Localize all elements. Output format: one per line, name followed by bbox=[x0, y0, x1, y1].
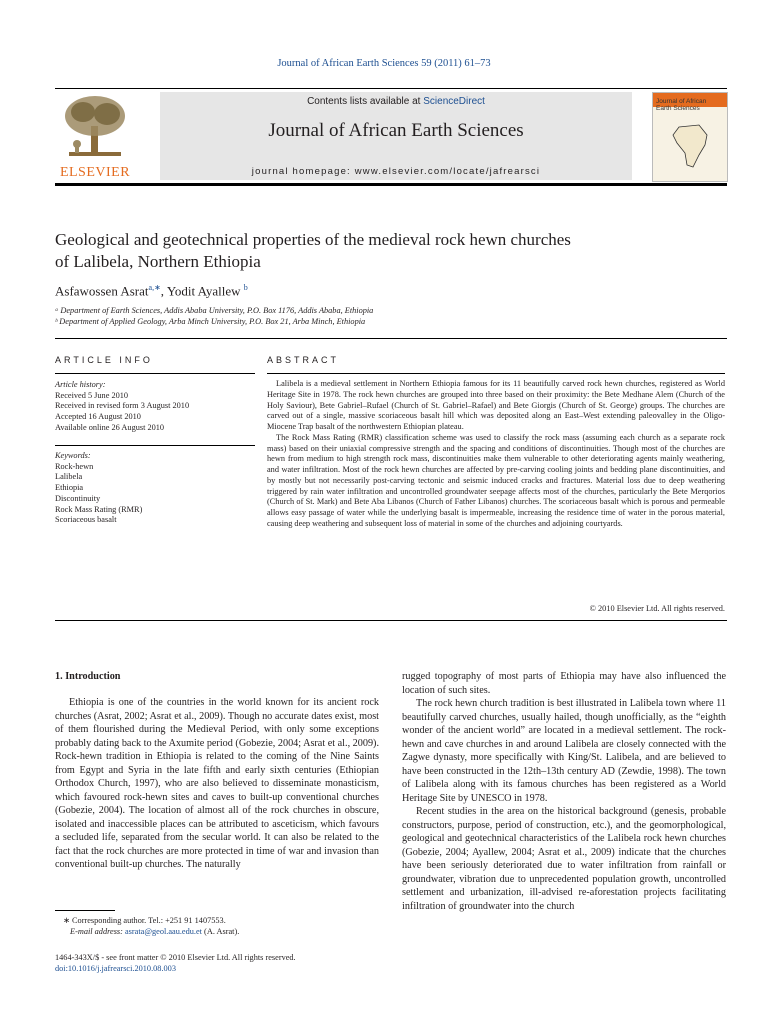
article-history bbox=[55, 380, 255, 434]
journal-citation[interactable]: Journal of African Earth Sciences 59 (2011) 61–73 bbox=[277, 58, 491, 69]
intro-paragraph-continued: rugged topography of most parts of Ethiopia may have also influenced the location of such sites. bbox=[402, 671, 726, 696]
author-ayallew-affiliation-marker[interactable]: b bbox=[243, 283, 248, 292]
abstract-end-rule bbox=[55, 620, 727, 621]
author-asrat-affiliation-marker[interactable]: a,∗ bbox=[148, 283, 161, 292]
keywords-heading: Keywords: bbox=[55, 451, 91, 460]
intro-paragraph-3: Recent studies in the area on the historical background (genesis, probable constructors, purpose, period of construction, etc.), and the geomorphological, geological and geotechnical characteristics of the Lalibela rock hewn churches (Gobezie, 2004; Ayallew, 2004; Asrat et al., 2009) indicate that the churches have been seriously deteriorated due to water infiltration from rainfall or groundwater, vibration due to unprecedented population growth, uncontrolled settlement and urbanization, ill-advised re-aforestation projects facilitating infiltration of groundwater into the church bbox=[402, 806, 726, 912]
history-online: Available online 26 August 2010 bbox=[55, 422, 165, 432]
front-matter-info bbox=[55, 952, 296, 974]
intro-left-column bbox=[55, 696, 379, 872]
article-info-label: ARTICLE INFO bbox=[55, 355, 153, 365]
author-list bbox=[55, 283, 248, 299]
article-title bbox=[55, 229, 695, 273]
introduction-heading: 1. Introduction bbox=[55, 671, 121, 682]
abstract-paragraph-2: The Rock Mass Rating (RMR) classification scheme was used to classify the rock mass (assuming each church as a separate rock mass) based on their uniaxial compressive strength and the spacing and conditions of discontinuities. Though most of the churches are hewn from medium to high strength rock mass, discontinuities make them vulnerable to other deteriorating agents mainly weathering, and water infiltration. Most of the rock hewn churches are affected by pre-carving cooling joints and bedding plane discontinuities, and by mostly but not necessarily post-carving tectonic and seismic induced cracks and fractures. Material loss due to deep weathering triggered by rain water infiltration and uncontrolled groundwater seepage affects most of the churches, particularly the Bete Merqorios (Church of St. Mark) and Bete Aba Libanos (Church of Father Libanos) churches. The scoriaceous basalt which is porous and permeable allows easy passage of water while the underlying basalt is impermeable, increasing the residence time of water in the porous material, causing deep weathering and subsequent loss of material in some of the churches and adjoining courtyards. bbox=[267, 432, 725, 528]
abstract-paragraph-1: Lalibela is a medieval settlement in Northern Ethiopia famous for its 11 beautifully carved rock hewn churches, registered as World Heritage Site in 1978. The rock hewn churches are grouped into three based on their proximity: the Bete Medhane Alem (Church of the Holy Saviour), Bete Gabriel–Rufael (Church of St. Gabriel–Rafael) and Bete Giorgis (Church of St. George) groups. The churches are carved out of a single, massive scoriaceous basalt hill which was deposited along an East–West extending paleovalley in the Oligo-Miocene Trap basalt of the northwestern Ethiopian plateau. bbox=[267, 379, 725, 431]
article-history-heading: Article history: bbox=[55, 380, 106, 389]
intro-right-column bbox=[402, 670, 726, 913]
doi-link[interactable]: doi:10.1016/j.jafrearsci.2010.08.003 bbox=[55, 964, 176, 973]
abstract-copyright: © 2010 Elsevier Ltd. All rights reserved. bbox=[589, 604, 725, 613]
corresponding-author-note bbox=[55, 916, 379, 938]
abstract-rule bbox=[267, 373, 725, 374]
author-ayallew: Yodit Ayallew bbox=[166, 283, 241, 299]
elsevier-wordmark: ELSEVIER bbox=[59, 165, 131, 180]
journal-homepage[interactable]: journal homepage: www.elsevier.com/locate/jafrearsci bbox=[251, 166, 541, 177]
journal-title: Journal of African Earth Sciences bbox=[268, 120, 524, 141]
affiliation-a: ᵃ Department of Earth Sciences, Addis Ababa University, P.O. Box 1176, Addis Ababa, Ethiopia bbox=[55, 306, 374, 315]
history-accepted: Accepted 16 August 2010 bbox=[55, 412, 141, 422]
cover-journal-title: Journal of African Earth Sciences bbox=[656, 98, 707, 112]
section-divider bbox=[55, 338, 727, 339]
footnote-rule bbox=[55, 910, 115, 911]
history-received: Received 5 June 2010 bbox=[55, 390, 129, 400]
keyword-item: Scoriaceous basalt bbox=[55, 515, 117, 525]
corresponding-author-tel: ∗ Corresponding author. Tel.: +251 91 1407553. bbox=[63, 916, 226, 925]
author-email-link[interactable]: asrata@geol.aau.edu.et bbox=[125, 926, 202, 936]
keyword-item: Rock Mass Rating (RMR) bbox=[55, 504, 143, 514]
header-top-rule bbox=[55, 88, 727, 89]
abstract-text bbox=[267, 379, 725, 530]
intro-paragraph-1: Ethiopia is one of the countries in the world known for its ancient rock churches (Asrat, 2002; Asrat et al., 2009). Though no accurate dates exist, most of them flourished during the Medieval Period, with only some exceptions probably dating back to the Axumite period (Gobezie, 2004; Asrat et al., 2009). Rock-hewn tradition in Ethiopia is related to the coming of the Nine Saints from Egypt and Syria in the late fifth and early sixth centuries (Ethiopian Orthodox Church, 1997), who are also believed to disseminate monasticism, which favoured rock-hewn sites and caves to built-up conventional churches (Gobezie, 2004). The location of almost all of the rock churches in obscure, isolated and inaccessible places can be attributed to asceticism, which favours a secluded life, separated from the secular world. It can also be related to the fact that the rock churches are more protected in time of war and invasion than conventional built-up churches. The naturally bbox=[55, 697, 379, 870]
email-label: E-mail address: bbox=[70, 926, 125, 936]
article-info-rule bbox=[55, 373, 255, 374]
abstract-label: ABSTRACT bbox=[267, 355, 340, 365]
author-asrat: Asfawossen Asrat bbox=[55, 283, 149, 299]
history-revised: Received in revised form 3 August 2010 bbox=[55, 401, 190, 411]
keyword-item: Lalibela bbox=[55, 472, 83, 482]
article-title-line-1: Geological and geotechnical properties of the medieval rock hewn churches bbox=[55, 230, 571, 249]
keywords-list bbox=[55, 451, 255, 526]
contents-availability bbox=[160, 96, 632, 107]
intro-paragraph-2: The rock hewn church tradition is best illustrated in Lalibela town where 11 beautifully carved churches, usually hailed, though unofficially, as the “eighth wonder of the ancient world” are located in a medieval settlement. The rock-hewn and cave churches in and around Lalibela are closely connected with the Zagwe dynasty, more specifically with King/St. Lalibela, and are believed to have been constructed in the 12th–13th century AD (Zewdie, 1998). The town of Lalibela along with its famous churches has been registered as a World Heritage Site by UNESCO in 1978. bbox=[402, 698, 726, 804]
sciencedirect-link[interactable]: ScienceDirect bbox=[423, 96, 485, 107]
header-bottom-rule bbox=[55, 183, 727, 186]
keyword-item: Ethiopia bbox=[55, 483, 84, 493]
article-title-line-2: of Lalibela, Northern Ethiopia bbox=[55, 252, 261, 271]
contents-prefix: Contents lists available at bbox=[307, 96, 424, 107]
keyword-item: Discontinuity bbox=[55, 493, 101, 503]
keyword-item: Rock-hewn bbox=[55, 461, 94, 471]
affiliation-b: ᵇ Department of Applied Geology, Arba Minch University, P.O. Box 21, Arba Minch, Ethiopia bbox=[55, 317, 366, 326]
info-inner-rule bbox=[55, 445, 255, 446]
author-separator: , bbox=[160, 283, 167, 299]
issn-line: 1464-343X/$ - see front matter © 2010 Elsevier Ltd. All rights reserved. bbox=[55, 953, 296, 962]
email-suffix: (A. Asrat). bbox=[201, 926, 240, 936]
